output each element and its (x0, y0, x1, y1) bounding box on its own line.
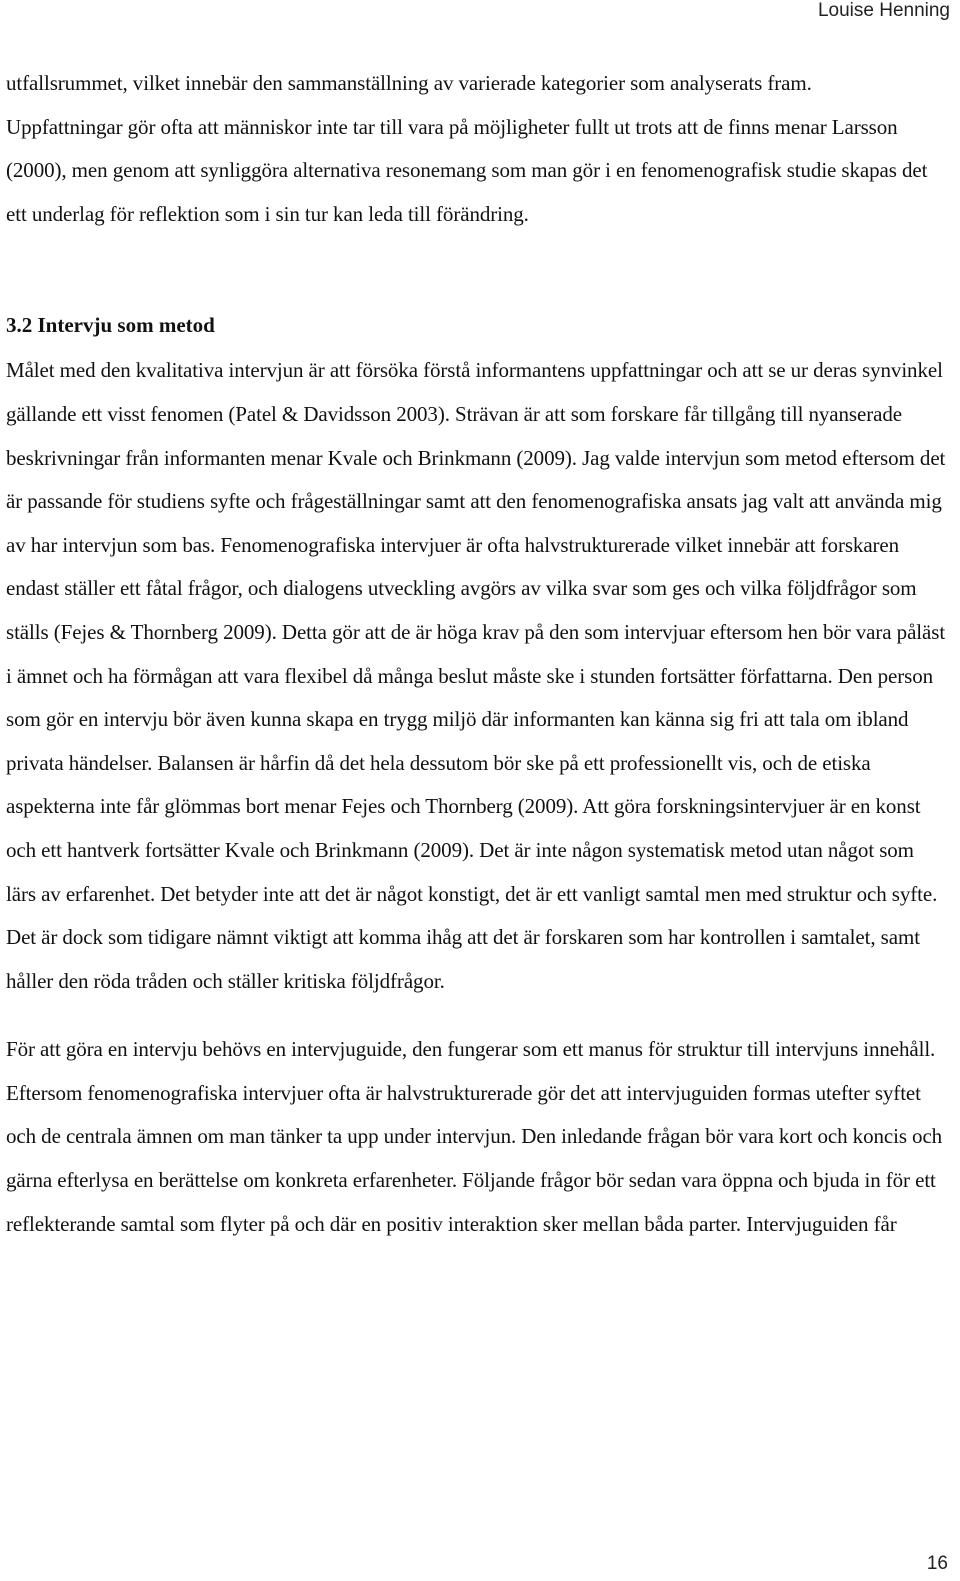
page-content (6, 62, 946, 1246)
body-paragraph: För att göra en intervju behövs en intervjuguide, den fungerar som ett manus för struktur till intervjuns innehåll. Eftersom fenomenografiska intervjuer ofta är halvstrukturerade gör det att intervjuguiden formas utefter syftet och de centrala ämnen om man tänker ta upp under intervjun. Den inledande frågan bör vara kort och koncis och gärna efterlysa en berättelse om konkreta erfarenheter. Följande frågor bör sedan vara öppna och bjuda in för ett reflekterande samtal som flyter på och där en positiv interaktion sker mellan båda parter. Intervjuguiden får (6, 1037, 943, 1236)
body-paragraph: utfallsrummet, vilket innebär den sammanställning av varierade kategorier som analyserats fram. (6, 71, 812, 95)
body-paragraph: Uppfattningar gör ofta att människor inte tar till vara på möjligheter fullt ut trots att de finns menar Larsson (2000), men genom att synliggöra alternativa resonemang som man gör i en fenomenografisk studie skapas det ett underlag för reflektion som i sin tur kan leda till förändring. (6, 114, 928, 226)
page-number: 16 (926, 1553, 948, 1574)
header-author: Louise Henning (817, 0, 950, 21)
body-paragraph: Målet med den kvalitativa intervjun är att försöka förstå informantens uppfattningar och att se ur deras synvinkel gällande ett visst fenomen (Patel & Davidsson 2003). Strävan är att som forskare får tillgång till nyanserade beskrivningar från informanten menar Kvale och Brinkmann (2009). Jag valde intervjun som metod eftersom det är passande för studiens syfte och frågeställningar samt att den fenomenografiska ansats jag valt att använda mig av har intervjun som bas. Fenomenografiska intervjuer är ofta halvstrukturerade vilket innebär att forskaren endast ställer ett fåtal frågor, och dialogens utveckling avgörs av vilka svar som ges och vilka följdfrågor som ställs (Fejes & Thornberg 2009). Detta gör att de är höga krav på den som intervjuar eftersom hen bör vara påläst i ämnet och ha förmågan att vara flexibel då många beslut måste ske i stunden fortsätter författarna. Den person som gör en intervju bör även kunna skapa en trygg miljö där informanten kan känna sig fri att tala om ibland privata händelser. Balansen är hårfin då det hela dessutom bör ske på ett professionellt vis, och de etiska aspekterna inte får glömmas bort menar Fejes och Thornberg (2009). Att göra forskningsintervjuer är en konst och ett hantverk fortsätter Kvale och Brinkmann (2009). Det är inte någon systematisk metod utan något som lärs av erfarenhet. Det betyder inte att det är något konstigt, det är ett vanligt samtal men med struktur och syfte. Det är dock som tidigare nämnt viktigt att komma ihåg att det är forskaren som har kontrollen i samtalet, samt håller den röda tråden och ställer kritiska följdfrågor. (6, 358, 946, 993)
section-heading: 3.2 Intervju som metod (6, 313, 215, 338)
